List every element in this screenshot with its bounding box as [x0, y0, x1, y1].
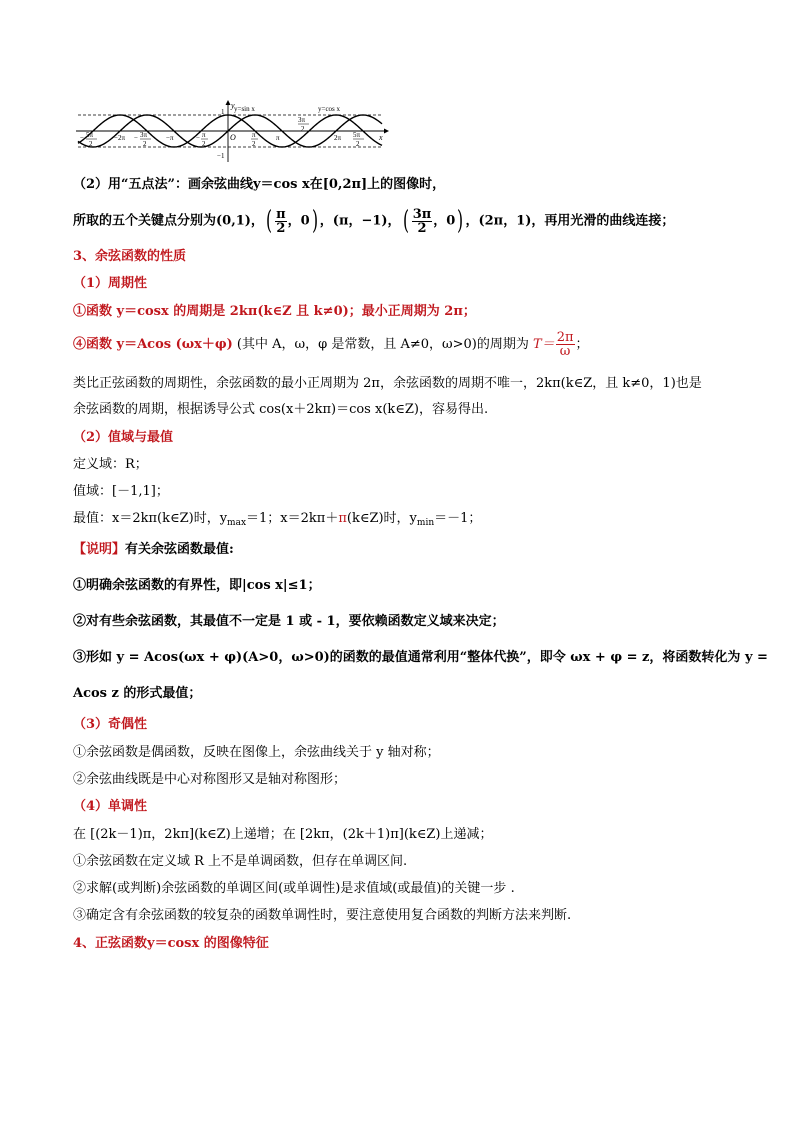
extrema-c: (k∈Z)时，y — [346, 511, 417, 526]
extrema-line — [73, 510, 734, 532]
y-axis-label: y — [231, 101, 235, 110]
extrema-max-sub: max — [227, 518, 247, 528]
svg-text:−: − — [196, 134, 200, 142]
svg-text:5π: 5π — [86, 131, 94, 139]
five-point-lead: 所取的五个关键点分别为(0,1)， — [73, 213, 264, 229]
svg-text:2: 2 — [252, 140, 256, 148]
svg-text:−: − — [134, 134, 138, 142]
extrema-a: 最值：x＝2kπ(k∈Z)时，y — [73, 511, 228, 526]
range-subheading: （2）值域与最值 — [73, 430, 174, 445]
period-item-4-formula: ④函数 y＝Acos (ωx＋φ) — [73, 337, 233, 352]
period-subheading: （1）周期性 — [73, 276, 148, 291]
point-tail-2: ，0 — [433, 213, 456, 229]
section3-heading: 3、余弦函数的性质 — [73, 249, 187, 264]
point-tail-1: ，0 — [287, 213, 310, 229]
tick-neg-one: −1 — [217, 152, 225, 160]
frac-pi-2: $\frac{\pi}{2}$ — [276, 206, 286, 236]
extrema-pi: π — [338, 511, 347, 526]
extrema-min-sub: min — [416, 518, 435, 528]
svg-text:5π: 5π — [353, 131, 361, 139]
x-axis-label: x — [379, 133, 383, 142]
tick-neg-5pi-2 — [80, 131, 97, 148]
x-axis-arrow — [384, 129, 389, 134]
svg-text:3π: 3π — [140, 131, 148, 139]
svg-text:π: π — [202, 131, 206, 139]
parity-subheading: （3）奇偶性 — [73, 717, 148, 732]
range-line: 值域：[－1,1]； — [73, 484, 169, 499]
tick-one: 1 — [221, 108, 225, 116]
five-point-line2: 所取的五个关键点分别为(0,1)，( $\frac{\pi}{2}$ ，0) ，(π，−1)，( $\frac{3\pi}{2}$ ，0) ，(2π，1)，再用光滑的曲线连接； — [73, 206, 675, 236]
y-axis-arrow — [226, 100, 231, 105]
note-heading — [73, 541, 734, 559]
sin-label: y=sin x — [234, 105, 255, 113]
cos-label: y=cos x — [318, 105, 341, 113]
tick-3pi-2-top — [298, 116, 309, 133]
period-item-1: ①函数 y＝cosx 的周期是 2kπ(k∈Z 且 k≠0)；最小正周期为 2π； — [73, 304, 476, 319]
parity-item-1: ①余弦函数是偶函数，反映在图像上，余弦曲线关于 y 轴对称； — [73, 745, 440, 760]
origin-label: O — [230, 133, 236, 142]
frac-2pi-omega: $\frac{2\pi}{\omega}$ — [556, 330, 574, 359]
frac-3pi-2: $\frac{3\pi}{2}$ — [412, 206, 432, 236]
tick-2pi: 2π — [334, 134, 342, 142]
tick-neg-pi: −π — [166, 134, 174, 142]
analogy-para-line2: 余弦函数的周期，根据诱导公式 cos(x＋2kπ)＝cos x(k∈Z)，容易得出. — [73, 402, 489, 417]
parity-item-2: ②余弦曲线既是中心对称图形又是轴对称图形； — [73, 772, 347, 787]
monotonic-subheading: （4）单调性 — [73, 799, 148, 814]
period-item-4-desc: (其中 A，ω，φ 是常数，且 A≠0，ω>0)的周期为 — [232, 337, 534, 352]
tick-pi: π — [276, 134, 280, 142]
period-item-4-end: ； — [575, 337, 589, 352]
tick-neg-pi-2 — [196, 131, 208, 148]
analogy-para-line1: 类比正弦函数的周期性，余弦函数的最小正周期为 2π，余弦函数的周期不唯一，2kπ(k∈Z，且 k≠0，1)也是 — [73, 376, 702, 391]
svg-text:−: − — [80, 134, 84, 142]
monotonic-intervals: 在 [(2k－1)π，2kπ](k∈Z)上递增；在 [2kπ，(2k＋1)π](k∈Z)上递减； — [73, 827, 493, 842]
point-pi: ，(π，−1)， — [319, 213, 401, 229]
monotonic-item-3: ③确定含有余弦函数的较复杂的函数单调性时，要注意使用复合函数的判断方法来判断. — [73, 908, 572, 923]
section4-heading: 4、正弦函数y＝cosx 的图像特征 — [73, 936, 269, 951]
note-item-2: ②对有些余弦函数，其最值不一定是 1 或 - 1，要依赖函数定义域来决定； — [73, 614, 505, 629]
tick-neg-2pi: −2π — [114, 134, 125, 142]
tick-neg-3pi-2 — [134, 131, 151, 148]
svg-text:3π: 3π — [298, 116, 306, 124]
sin-cos-graph — [70, 100, 390, 164]
svg-text:2: 2 — [356, 140, 360, 148]
monotonic-item-1: ①余弦函数在定义域 R 上不是单调函数，但存在单调区间. — [73, 854, 408, 869]
note-title: 有关余弦函数最值: — [125, 542, 234, 557]
tick-5pi-2 — [353, 131, 364, 148]
period-T: T＝ — [533, 337, 555, 352]
period-item-4 — [73, 330, 734, 360]
svg-text:2: 2 — [202, 140, 206, 148]
monotonic-item-2: ②求解(或判断)余弦函数的单调区间(或单调性)是求值域(或最值)的关键一步 . — [73, 881, 515, 896]
svg-text:π: π — [252, 131, 256, 139]
note-item-3-cont: Acos z 的形式最值； — [73, 686, 202, 701]
extrema-d: ＝－1； — [434, 511, 482, 526]
svg-text:2: 2 — [143, 140, 147, 148]
note-item-1: ①明确余弦函数的有界性，即|cos x|≤1； — [73, 578, 321, 593]
note-tag: 【说明】 — [73, 542, 126, 557]
five-point-line1: （2）用“五点法”：画余弦曲线y＝cos x在[0,2π]上的图像时， — [73, 177, 446, 192]
note-item-3: ③形如 y = Acos(ωx + φ)(A>0，ω>0)的函数的最值通常利用“整体代换”，即令 ωx + φ = z，将函数转化为 y = — [73, 650, 768, 665]
svg-text:2: 2 — [301, 125, 305, 133]
five-point-end: ，(2π，1)，再用光滑的曲线连接； — [465, 213, 675, 229]
domain-line: 定义域：R； — [73, 457, 148, 472]
svg-text:2: 2 — [89, 140, 93, 148]
extrema-b: ＝1；x＝2kπ＋ — [246, 511, 339, 526]
